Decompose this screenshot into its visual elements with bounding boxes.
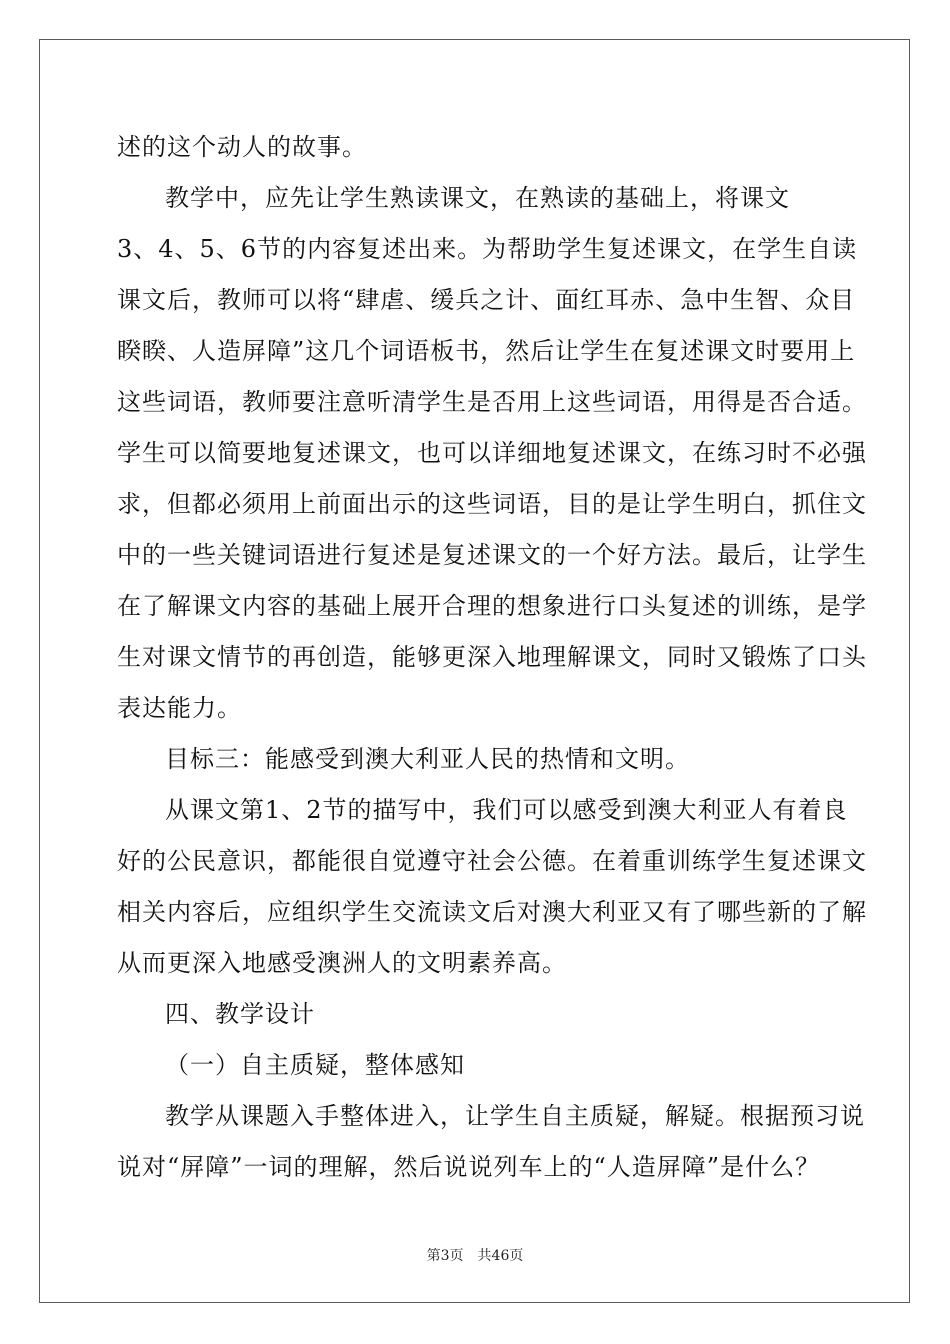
page-footer bbox=[0, 1245, 950, 1265]
page-number: 第3页 bbox=[426, 1248, 464, 1264]
text-line: 睽睽、人造屏障”这几个词语板书，然后让学生在复述课文时要用上 bbox=[117, 337, 856, 365]
document-body bbox=[117, 122, 867, 1193]
text-line: 教学中，应先让学生熟读课文，在熟读的基础上，将课文 bbox=[165, 184, 790, 212]
text-line: 中的一些关键词语进行复述是复述课文的一个好方法。最后，让学生 bbox=[117, 541, 867, 569]
subsection-heading: （一）自主质疑，整体感知 bbox=[165, 1051, 465, 1079]
text-line: 学生可以简要地复述课文，也可以详细地复述课文，在练习时不必强 bbox=[117, 439, 867, 467]
section-heading: 四、教学设计 bbox=[165, 1000, 315, 1028]
total-pages: 共46页 bbox=[477, 1248, 524, 1264]
text-line: 表达能力。 bbox=[117, 694, 242, 722]
section-heading: 目标三：能感受到澳大利亚人民的热情和文明。 bbox=[165, 745, 690, 773]
text-line: 生对课文情节的再创造，能够更深入地理解课文，同时又锻炼了口头 bbox=[117, 643, 867, 671]
text-line: 相关内容后，应组织学生交流读文后对澳大利亚又有了哪些新的了解 bbox=[117, 898, 867, 926]
text-line: 3、4、5、6节的内容复述出来。为帮助学生复述课文，在学生自读 bbox=[117, 235, 858, 263]
text-line: 课文后，教师可以将“肆虐、缓兵之计、面红耳赤、急中生智、众目 bbox=[117, 286, 856, 314]
text-line: 从课文第1、2节的描写中，我们可以感受到澳大利亚人有着良 bbox=[165, 796, 848, 824]
text-line: 好的公民意识，都能很自觉遵守社会公德。在着重训练学生复述课文 bbox=[117, 847, 867, 875]
text-line: 教学从课题入手整体进入，让学生自主质疑，解疑。根据预习说 bbox=[165, 1102, 865, 1130]
text-line: 在了解课文内容的基础上展开合理的想象进行口头复述的训练，是学 bbox=[117, 592, 867, 620]
text-line: 述的这个动人的故事。 bbox=[117, 133, 367, 161]
text-line: 求，但都必须用上前面出示的这些词语，目的是让学生明白，抓住文 bbox=[117, 490, 867, 518]
text-line: 说对“屏障”一词的理解，然后说说列车上的“人造屏障”是什么？ bbox=[117, 1153, 821, 1181]
text-line: 这些词语，教师要注意听清学生是否用上这些词语，用得是否合适。 bbox=[117, 388, 867, 416]
text-line: 从而更深入地感受澳洲人的文明素养高。 bbox=[117, 949, 567, 977]
